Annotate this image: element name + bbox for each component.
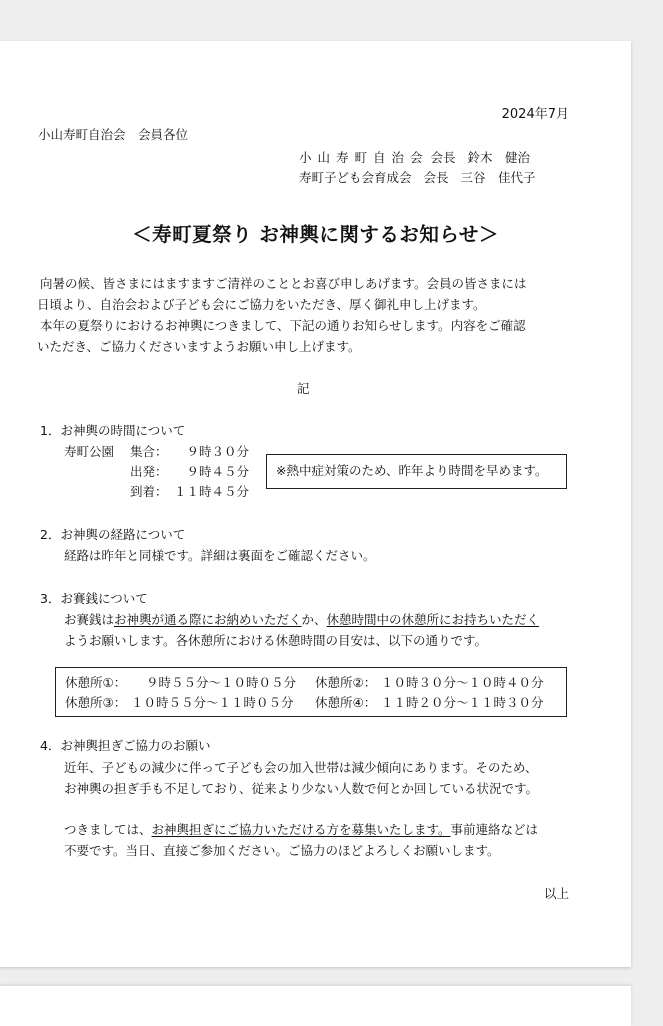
sender-2 [299,170,536,186]
sender-2-org: 寿町子ども会育成会 [299,170,412,185]
heat-note: ※熱中症対策のため、昨年より時間を早めます。 [276,463,548,478]
section-3-heading: 3．お賽銭について [40,591,148,606]
time-row-arrive [130,484,168,500]
sender-1-name: 鈴木 健治 [467,150,531,165]
intro-line-3: 本年の夏祭りにおけるお神輿につきまして、下記の通りお知らせします。内容をご確認 [40,318,526,333]
text-fragment: か、 [301,612,327,627]
underlined-text: お神輿担ぎにご協力いただける方を募集いたします。 [151,822,451,837]
rest-3-time: １０時５５分～１１時０５分 [131,695,294,710]
time-arrive: １１時４５分 [173,484,249,499]
section-4-p1-line-2: お神輿の担ぎ手も不足しており、従来より少ない人数で何とか回している状況です。 [64,781,539,796]
rest-3-name: 休憩所③： [65,695,127,710]
time-row-assemble [130,444,168,460]
text-fragment: 事前連絡などは [450,822,539,837]
section-4-p2-line-2: 不要です。当日、直接ご参加ください。ご協力のほどよろしくお願いします。 [64,843,500,858]
sender-2-name: 三谷 佳代子 [460,170,536,185]
time-row-label: 到着： [130,484,168,499]
closing: 以上 [543,886,569,901]
intro-line-4: いただき、ご協力くださいますようお願い申し上げます。 [37,339,361,354]
sender-1 [299,150,530,166]
rest-4-time: １１時２０分～１１時３０分 [381,695,544,710]
addressee: 小山寿町自治会 会員各位 [38,127,189,142]
time-row-label: 出発： [130,464,168,479]
sender-1-role: 会長 [430,150,456,165]
rest-4-name: 休憩所④： [315,695,377,710]
time-depart: ９時４５分 [186,464,249,479]
time-assemble: ９時３０分 [186,444,249,459]
document-page [0,41,631,967]
section-4-p2-line-1 [64,822,538,838]
section-1-heading: 1．お神輿の時間について [40,423,186,438]
text-fragment: つきましては、 [64,822,152,837]
text-fragment: お賽銭は [64,612,115,627]
section-4-heading: 4．お神輿担ぎご協力のお願い [40,738,211,753]
section-3-line-2: ようお願いします。各休憩所における休憩時間の目安は、以下の通りです。 [64,633,488,648]
time-row-label: 集合： [130,444,168,459]
intro-line-1: 向暑の候、皆さまにはますますご清祥のこととお喜び申しあげます。会員の皆さまには [40,276,527,291]
next-page-edge [0,986,631,1026]
section-2-body: 経路は昨年と同様です。詳細は裏面をご確認ください。 [64,548,376,563]
sender-2-role: 会長 [423,170,449,185]
document-title: ＜寿町夏祭り お神輿に関するお知らせ＞ [132,223,499,246]
section-4-p1-line-1: 近年、子どもの減少に伴って子ども会の加入世帯は減少傾向にあります。そのため、 [64,760,538,775]
section-1-place: 寿町公園 [64,444,115,459]
section-2-heading: 2．お神輿の経路について [40,527,186,542]
underlined-text: 休憩時間中の休憩所にお持ちいただく [326,612,540,627]
time-row-depart [130,464,168,480]
intro-line-2: 日頃より、自治会および子ども会にご協力をいただき、厚く御礼申し上げます。 [37,297,486,312]
rest-1-time: ９時５５分～１０時０５分 [146,675,297,690]
letter-date: 2024年7月 [501,107,569,122]
rest-2-time: １０時３０分～１０時４０分 [381,675,544,690]
ki-mark: 記 [297,381,310,396]
rest-1-name: 休憩所①： [65,675,127,690]
underlined-text: お神輿が通る際にお納めいただく [114,612,302,627]
rest-2-name: 休憩所②： [315,675,377,690]
section-3-line-1 [64,612,539,628]
sender-1-org: 小山寿町自治会 [299,150,429,165]
